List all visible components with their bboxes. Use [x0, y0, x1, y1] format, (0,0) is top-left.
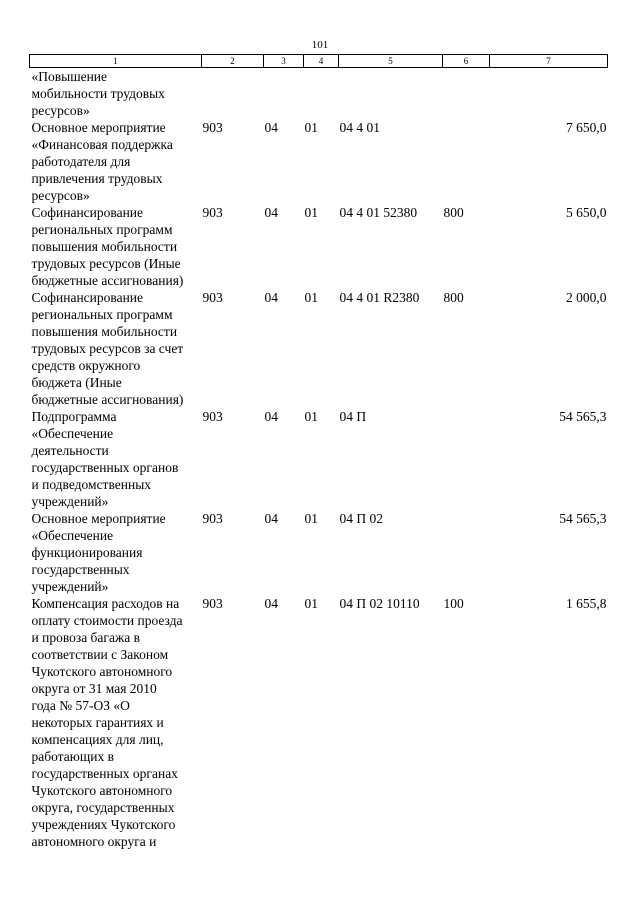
expense-name-line: привлечения трудовых: [31, 171, 163, 186]
expense-name-line: компенсациях для лиц,: [31, 732, 164, 747]
amount-cell: [490, 68, 608, 120]
expense-name-line: некоторых гарантиях и: [31, 715, 164, 730]
expense-name-line: Софинансирование: [31, 205, 144, 220]
table-row: [30, 595, 608, 850]
expense-name-line: государственных: [31, 562, 130, 577]
expense-name-line: повышения мобильности: [31, 324, 178, 339]
target-article-cell: 04 П 02 10110: [339, 596, 420, 611]
section-code-cell: 04: [264, 290, 278, 305]
subsection-code-cell: 01: [304, 409, 318, 424]
expense-type-cell: 800: [443, 290, 464, 305]
expense-name-line: функционирования: [31, 545, 143, 560]
subsection-code-cell: 01: [304, 205, 318, 220]
expense-name-line: государственных органов: [31, 460, 179, 475]
subsection-code-cell: 01: [304, 596, 318, 611]
table-row: [30, 510, 608, 595]
section-code-cell: 04: [264, 120, 278, 135]
expense-type-cell: [443, 408, 490, 510]
expense-name-line: «Обеспечение: [31, 426, 114, 441]
expense-type-cell: [443, 510, 490, 595]
admin-code-cell: 903: [202, 205, 223, 220]
expense-name-cell: [30, 510, 202, 595]
column-header-2: 2: [202, 55, 264, 68]
section-code-cell: [264, 68, 304, 120]
amount-cell: 7 650,0: [566, 120, 607, 135]
expense-name-line: «Финансовая поддержка: [31, 137, 173, 152]
expense-name-line: работающих в: [31, 749, 114, 764]
expense-name-line: бюджета (Иные: [31, 375, 122, 390]
amount-cell: 1 655,8: [566, 596, 607, 611]
table-row: [30, 119, 608, 204]
section-code-cell: 04: [264, 409, 278, 424]
column-header-5: 5: [339, 55, 443, 68]
column-header-7: 7: [490, 55, 608, 68]
amount-cell: 2 000,0: [566, 290, 607, 305]
expense-name-line: бюджетные ассигнования): [31, 273, 184, 288]
expense-name-line: бюджетные ассигнования): [31, 392, 184, 407]
target-article-cell: 04 П: [339, 409, 367, 424]
expense-name-cell: [30, 289, 202, 408]
amount-cell: 54 565,3: [559, 511, 607, 526]
expense-type-cell: [443, 68, 490, 120]
expense-name-line: мобильности трудовых: [31, 86, 165, 101]
expense-name-line: трудовых ресурсов (Иные: [31, 256, 181, 271]
expense-type-cell: [443, 119, 490, 204]
expense-name-line: учреждений»: [31, 579, 109, 594]
target-article-cell: 04 4 01 52380: [339, 205, 418, 220]
column-header-4: 4: [304, 55, 339, 68]
admin-code-cell: 903: [202, 290, 223, 305]
target-article-cell: 04 П 02: [339, 511, 383, 526]
expense-name-line: Основное мероприятие: [31, 120, 166, 135]
expense-name-cell: [30, 408, 202, 510]
column-header-3: 3: [264, 55, 304, 68]
target-article-cell: 04 4 01 R2380: [339, 290, 420, 305]
expense-name-line: средств окружного: [31, 358, 141, 373]
budget-table: [29, 54, 608, 850]
expense-name-line: учреждений»: [31, 494, 109, 509]
expense-name-line: повышения мобильности: [31, 239, 178, 254]
expense-name-cell: [30, 68, 202, 120]
expense-name-line: ресурсов»: [31, 188, 90, 203]
expense-name-line: работодателя для: [31, 154, 131, 169]
expense-name-line: Подпрограмма: [31, 409, 117, 424]
admin-code-cell: 903: [202, 511, 223, 526]
expense-name-line: оплату стоимости проезда: [31, 613, 183, 628]
table-row: [30, 408, 608, 510]
expense-type-cell: 100: [443, 596, 464, 611]
expense-type-cell: 800: [443, 205, 464, 220]
table-row: [30, 289, 608, 408]
expense-name-line: ресурсов»: [31, 103, 90, 118]
expense-name-line: региональных программ: [31, 222, 173, 237]
amount-cell: 5 650,0: [566, 205, 607, 220]
column-header-6: 6: [443, 55, 490, 68]
page-number: 101: [311, 39, 329, 51]
admin-code-cell: [202, 68, 264, 120]
expense-name-line: «Повышение: [31, 69, 108, 84]
expense-name-line: трудовых ресурсов за счет: [31, 341, 184, 356]
admin-code-cell: 903: [202, 120, 223, 135]
section-code-cell: 04: [264, 596, 278, 611]
section-code-cell: 04: [264, 511, 278, 526]
expense-name-line: Компенсация расходов на: [31, 596, 180, 611]
expense-name-line: и провоза багажа в: [31, 630, 141, 645]
subsection-code-cell: 01: [304, 120, 318, 135]
expense-name-cell: [30, 119, 202, 204]
admin-code-cell: 903: [202, 596, 223, 611]
expense-name-line: региональных программ: [31, 307, 173, 322]
expense-name-line: деятельности: [31, 443, 109, 458]
admin-code-cell: 903: [202, 409, 223, 424]
column-header-1: 1: [30, 55, 202, 68]
expense-name-line: Чукотского автономного: [31, 664, 173, 679]
expense-name-line: и подведомственных: [31, 477, 152, 492]
section-code-cell: 04: [264, 205, 278, 220]
amount-cell: 54 565,3: [559, 409, 607, 424]
subsection-code-cell: 01: [304, 290, 318, 305]
expense-name-line: учреждениях Чукотского: [31, 817, 176, 832]
expense-name-line: округа от 31 мая 2010: [31, 681, 157, 696]
subsection-code-cell: 01: [304, 511, 318, 526]
budget-table-body: [30, 68, 608, 851]
expense-name-line: Основное мероприятие: [31, 511, 166, 526]
expense-name-cell: [30, 204, 202, 289]
table-row: [30, 204, 608, 289]
expense-name-line: «Обеспечение: [31, 528, 114, 543]
target-article-cell: [339, 68, 443, 120]
expense-name-cell: [30, 595, 202, 850]
expense-name-line: года № 57-ОЗ «О: [31, 698, 130, 713]
expense-name-line: автономного округа и: [31, 834, 157, 849]
table-row: [30, 68, 608, 120]
expense-name-line: государственных органах: [31, 766, 178, 781]
expense-name-line: Чукотского автономного: [31, 783, 173, 798]
column-number-header-row: [30, 55, 608, 68]
subsection-code-cell: [304, 68, 339, 120]
target-article-cell: 04 4 01: [339, 120, 380, 135]
expense-name-line: Софинансирование: [31, 290, 144, 305]
expense-name-line: соответствии с Законом: [31, 647, 169, 662]
expense-name-line: округа, государственных: [31, 800, 175, 815]
